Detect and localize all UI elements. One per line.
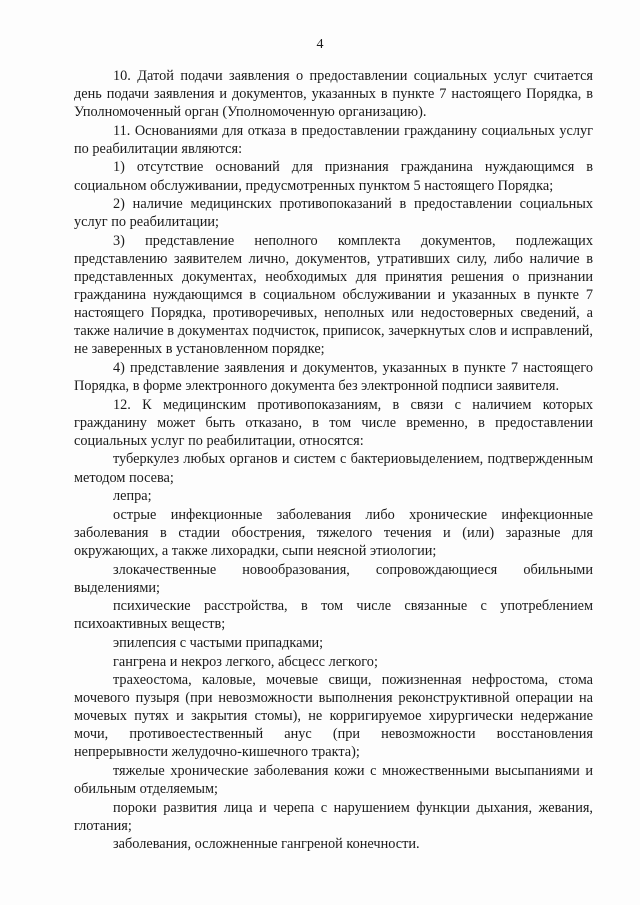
list-item: 3) представление неполного комплекта документов, подлежащих представлению заявителем лично, документов, утративших силу, либо наличие в представленных документах, необходимых для принятия решения о признании гражданина нуждающимся в социальном обслуживании и указанных в пункте 7 настоящего Порядка, противоречивых, неполных или недостоверных сведений, а также наличие в документах подчисток, приписок, зачеркнутых слов и исправлений, не заверенных в установленном порядке; [74, 232, 593, 358]
contraindication-item: лепра; [113, 488, 152, 505]
paragraph-11: 11. Основаниями для отказа в предоставлении гражданину социальных услуг по реабилитации являются: [74, 122, 593, 157]
contraindication-item: тяжелые хронические заболевания кожи с множественными высыпаниями и обильным отделяемым; [74, 763, 593, 798]
contraindication-item: гангрена и некроз легкого, абсцесс легкого; [113, 653, 378, 670]
contraindication-item: трахеостома, каловые, мочевые свищи, пожизненная нефростома, стома мочевого пузыря (при невозможности выполнения реконструктивной операции на мочевых путях и закрытия стомы), не корригируемое хирургически недержание мочи, противоестественный анус (при невозможности восстановления непрерывности желудочно-кишечного тракта); [74, 672, 593, 761]
paragraph-12: 12. К медицинским противопоказаниям, в связи с наличием которых гражданину может быть отказано, в том числе временно, в предоставлении социальных услуг по реабилитации, относятся: [74, 396, 593, 449]
contraindication-item: эпилепсия с частыми припадками; [113, 634, 324, 651]
contraindication-item: злокачественные новообразования, сопровождающиеся обильными выделениями; [74, 561, 593, 596]
contraindication-item: пороки развития лица и черепа с нарушением функции дыхания, жевания, глотания; [74, 799, 593, 834]
contraindication-item: психические расстройства, в том числе связанные с употреблением психоактивных веществ; [74, 598, 593, 633]
paragraph-10: 10. Датой подачи заявления о предоставлении социальных услуг считается день подачи заявления и документов, указанных в пункте 7 настоящего Порядка, в Уполномоченный орган (Уполномоченную организацию). [74, 68, 593, 121]
list-item: 1) отсутствие оснований для признания гражданина нуждающимся в социальном обслуживании, предусмотренных пунктом 5 настоящего Порядка; [74, 159, 593, 194]
document-body [74, 67, 593, 854]
list-item: 2) наличие медицинских противопоказаний в предоставлении социальных услуг по реабилитации; [74, 196, 593, 231]
contraindication-item: заболевания, осложненные гангреной конечности. [113, 836, 420, 853]
contraindication-item: туберкулез любых органов и систем с бактериовыделением, подтвержденным методом посева; [74, 451, 593, 486]
list-item: 4) представление заявления и документов, указанных в пункте 7 настоящего Порядка, в форме электронного документа без электронной подписи заявителя. [74, 360, 593, 395]
contraindication-item: острые инфекционные заболевания либо хронические инфекционные заболевания в стадии обострения, тяжелого течения и (или) заразные для окружающих, а также лихорадки, сыпи неясной этиологии; [74, 506, 593, 559]
page-number: 4 [316, 37, 324, 52]
